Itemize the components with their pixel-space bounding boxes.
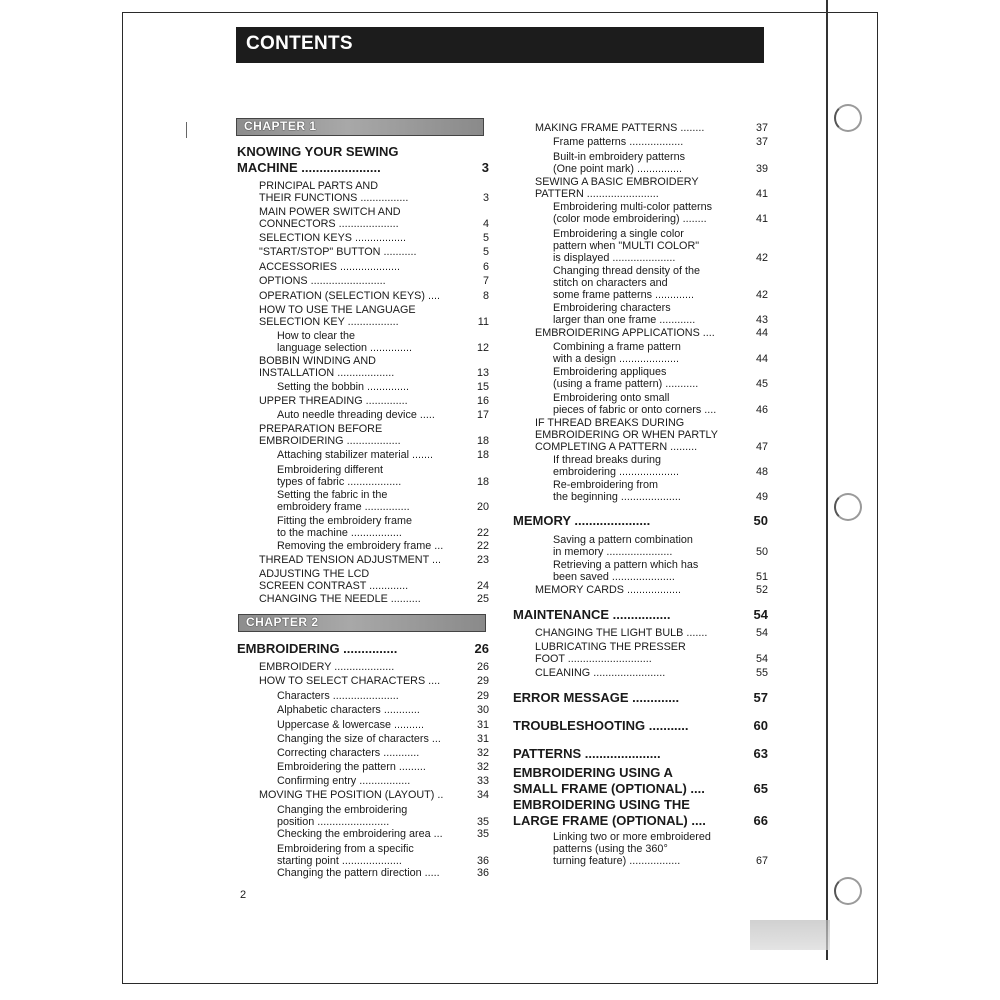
toc-entry-text: HOW TO USE THE LANGUAGE SELECTION KEY ................. xyxy=(259,304,416,328)
toc-subentry xyxy=(553,151,768,175)
toc-subentry xyxy=(277,330,489,354)
toc-entry-text: Correcting characters ............ xyxy=(277,747,420,759)
toc-page-number: 42 xyxy=(755,252,768,264)
toc-page-number: 48 xyxy=(755,466,768,478)
toc-page-number: 54 xyxy=(753,607,768,622)
toc-page-number: 11 xyxy=(477,316,489,328)
binder-hole xyxy=(834,877,862,905)
toc-entry-text: ADJUSTING THE LCD SCREEN CONTRAST ............. xyxy=(259,568,409,592)
toc-subentry xyxy=(277,733,489,745)
toc-subentry xyxy=(277,867,489,879)
toc-page-number: 31 xyxy=(476,733,489,745)
toc-entry xyxy=(259,355,489,379)
toc-entry-text: Checking the embroidering area ... xyxy=(277,828,443,840)
toc-entry xyxy=(535,176,768,200)
toc-entry-text: Characters ...................... xyxy=(277,690,399,702)
toc-page-number: 63 xyxy=(753,746,768,761)
toc-page-number: 47 xyxy=(755,441,768,453)
toc-entry-text: "START/STOP" BUTTON ........... xyxy=(259,246,417,258)
toc-entry-text: Embroidering the pattern ......... xyxy=(277,761,426,773)
chapter-2-banner xyxy=(238,614,486,632)
toc-entry-text: EMBROIDERING USING THE LARGE FRAME (OPTIONAL) .... xyxy=(513,797,706,828)
toc-entry-text: Built-in embroidery patterns (One point mark) ............... xyxy=(553,151,686,175)
toc-entry-text: EMBROIDERING APPLICATIONS .... xyxy=(535,327,715,339)
toc-entry-text: MAINTENANCE ................ xyxy=(513,607,671,622)
toc-entry-text: Confirming entry ................. xyxy=(277,775,411,787)
toc-page-number: 8 xyxy=(482,290,489,302)
toc-entry xyxy=(259,290,489,302)
toc-page-number: 5 xyxy=(482,232,489,244)
toc-page-number: 57 xyxy=(753,690,768,705)
toc-subentry xyxy=(277,719,489,731)
toc-entry-text: MAKING FRAME PATTERNS ........ xyxy=(535,122,705,134)
toc-entry-text: Retrieving a pattern which has been saved ..................... xyxy=(553,559,699,583)
toc-entry-text: Auto needle threading device ..... xyxy=(277,409,435,421)
toc-subentry xyxy=(553,534,768,558)
toc-entry-text: EMBROIDERING ............... xyxy=(237,641,398,656)
toc-page-number: 51 xyxy=(755,571,768,583)
toc-page-number: 20 xyxy=(476,501,489,513)
toc-entry-text: Embroidering characters larger than one frame ............ xyxy=(553,302,696,326)
toc-page-number: 66 xyxy=(753,812,768,828)
toc-subentry xyxy=(277,804,489,828)
toc-entry-text: Combining a frame pattern with a design .................... xyxy=(553,341,681,365)
toc-page-number: 5 xyxy=(482,246,489,258)
toc-entry-text: PATTERNS ..................... xyxy=(513,746,661,761)
toc-page-number: 4 xyxy=(482,218,489,230)
toc-subentry xyxy=(553,341,768,365)
toc-subentry xyxy=(553,392,768,416)
toc-page-number: 18 xyxy=(476,435,489,447)
toc-subentry xyxy=(277,704,489,716)
title-bar xyxy=(236,27,764,63)
toc-page-number: 55 xyxy=(755,667,768,679)
binder-hole xyxy=(834,104,862,132)
chapter-2-label: CHAPTER 2 xyxy=(246,615,319,629)
toc-section-heading xyxy=(513,797,768,828)
toc-subentry xyxy=(277,489,489,513)
toc-section-heading xyxy=(513,690,768,706)
toc-page-number: 50 xyxy=(755,546,768,558)
toc-page-number: 16 xyxy=(476,395,489,407)
toc-subentry xyxy=(553,831,768,867)
toc-page-number: 26 xyxy=(476,661,489,673)
toc-page-number: 25 xyxy=(476,593,489,605)
toc-entry xyxy=(259,304,489,328)
toc-page-number: 3 xyxy=(481,159,489,175)
toc-page-number: 23 xyxy=(476,554,489,566)
toc-entry-text: Uppercase & lowercase .......... xyxy=(277,719,425,731)
page-edge xyxy=(826,0,828,960)
scan-mark xyxy=(186,122,187,138)
toc-entry xyxy=(259,789,489,801)
toc-entry-text: How to clear the language selection .............. xyxy=(277,330,413,354)
toc-page-number: 6 xyxy=(482,261,489,273)
toc-entry-text: Changing the size of characters ... xyxy=(277,733,441,745)
toc-entry-text: Re-embroidering from the beginning .................... xyxy=(553,479,681,503)
toc-entry-text: ACCESSORIES .................... xyxy=(259,261,400,273)
toc-entry xyxy=(535,667,768,679)
toc-page-number: 35 xyxy=(476,816,489,828)
toc-page-number: 52 xyxy=(755,584,768,596)
toc-entry-text: Attaching stabilizer material ....... xyxy=(277,449,434,461)
toc-subentry xyxy=(553,302,768,326)
toc-entry xyxy=(259,593,489,605)
toc-page-number: 44 xyxy=(755,327,768,339)
toc-entry-text: Linking two or more embroidered patterns (using the 360° turning feature) ................. xyxy=(553,831,711,867)
chapter-1-banner xyxy=(236,118,484,136)
toc-page-number: 13 xyxy=(476,367,489,379)
chapter-1-label: CHAPTER 1 xyxy=(244,119,317,133)
toc-subentry xyxy=(277,409,489,421)
toc-entry-text: MOVING THE POSITION (LAYOUT) .. xyxy=(259,789,444,801)
toc-page-number: 50 xyxy=(753,513,768,528)
toc-entry-text: CHANGING THE LIGHT BULB ....... xyxy=(535,627,708,639)
toc-entry xyxy=(535,327,768,339)
toc-subentry xyxy=(277,464,489,488)
toc-entry-text: Embroidering multi-color patterns (color mode embroidering) ........ xyxy=(553,201,713,225)
toc-entry xyxy=(535,584,768,596)
toc-entry-text: EMBROIDERY .................... xyxy=(259,661,395,673)
toc-page-number: 32 xyxy=(476,747,489,759)
toc-entry-text: TROUBLESHOOTING ........... xyxy=(513,718,689,733)
toc-page-number: 30 xyxy=(476,704,489,716)
toc-subentry xyxy=(277,775,489,787)
toc-page-number: 26 xyxy=(474,641,489,656)
toc-entry-text: OPERATION (SELECTION KEYS) .... xyxy=(259,290,440,302)
toc-entry-text: If thread breaks during embroidering .................... xyxy=(553,454,680,478)
toc-entry xyxy=(535,122,768,134)
toc-page-number: 31 xyxy=(476,719,489,731)
page-title: CONTENTS xyxy=(246,33,353,54)
toc-entry xyxy=(259,275,489,287)
toc-entry-text: PREPARATION BEFORE EMBROIDERING .................. xyxy=(259,423,401,447)
toc-entry-text: Fitting the embroidery frame to the machine ................. xyxy=(277,515,413,539)
toc-entry-text: Saving a pattern combination in memory ...................... xyxy=(553,534,693,558)
toc-page-number: 29 xyxy=(476,690,489,702)
toc-subentry xyxy=(277,843,489,867)
toc-entry xyxy=(259,261,489,273)
toc-entry-text: PRINCIPAL PARTS AND THEIR FUNCTIONS ................ xyxy=(259,180,409,204)
toc-entry xyxy=(259,232,489,244)
toc-entry-text: ERROR MESSAGE ............. xyxy=(513,690,680,705)
toc-page-number: 3 xyxy=(482,192,489,204)
toc-entry-text: Setting the fabric in the embroidery frame ............... xyxy=(277,489,410,513)
toc-subentry xyxy=(553,201,768,225)
toc-subentry xyxy=(277,828,489,840)
toc-entry-text: Embroidering from a specific starting point .................... xyxy=(277,843,414,867)
toc-page-number: 41 xyxy=(755,213,768,225)
toc-subentry xyxy=(277,515,489,539)
toc-subentry xyxy=(553,136,768,148)
toc-page-number: 42 xyxy=(755,289,768,301)
toc-entry-text: Setting the bobbin .............. xyxy=(277,381,410,393)
page-number: 2 xyxy=(240,889,247,901)
toc-entry xyxy=(259,568,489,592)
toc-subentry xyxy=(553,454,768,478)
toc-subentry xyxy=(553,228,768,264)
toc-page-number: 43 xyxy=(755,314,768,326)
toc-entry-text: MEMORY CARDS .................. xyxy=(535,584,681,596)
binder-hole xyxy=(834,493,862,521)
toc-entry-text: THREAD TENSION ADJUSTMENT ... xyxy=(259,554,441,566)
toc-entry-text: IF THREAD BREAKS DURING EMBROIDERING OR WHEN PARTLY COMPLETING A PATTERN ......... xyxy=(535,417,718,453)
toc-section-heading xyxy=(237,641,489,657)
toc-page-number: 32 xyxy=(476,761,489,773)
toc-page-number: 67 xyxy=(755,855,768,867)
toc-entry-text: UPPER THREADING .............. xyxy=(259,395,408,407)
toc-entry-text: SEWING A BASIC EMBROIDERY PATTERN ........................ xyxy=(535,176,699,200)
toc-subentry xyxy=(277,747,489,759)
toc-page-number: 22 xyxy=(476,540,489,552)
toc-page-number: 36 xyxy=(476,855,489,867)
toc-entry-text: Changing the pattern direction ..... xyxy=(277,867,440,879)
toc-page-number: 44 xyxy=(755,353,768,365)
toc-entry-text: CHANGING THE NEEDLE .......... xyxy=(259,593,421,605)
toc-entry-text: CLEANING ........................ xyxy=(535,667,666,679)
toc-entry xyxy=(259,246,489,258)
toc-entry-text: Frame patterns .................. xyxy=(553,136,684,148)
toc-subentry xyxy=(277,540,489,552)
toc-entry xyxy=(259,206,489,230)
toc-page-number: 12 xyxy=(476,342,489,354)
toc-page-number: 65 xyxy=(753,780,768,796)
toc-section-heading xyxy=(513,746,768,762)
toc-page-number: 41 xyxy=(755,188,768,200)
toc-entry-text: KNOWING YOUR SEWING MACHINE ...................... xyxy=(237,144,399,175)
toc-entry-text: Embroidering onto small pieces of fabric or onto corners .... xyxy=(553,392,717,416)
toc-entry-text: Alphabetic characters ............ xyxy=(277,704,420,716)
toc-entry xyxy=(259,554,489,566)
toc-entry-text: Changing thread density of the stitch on characters and some frame patterns ............. xyxy=(553,265,701,301)
toc-section-heading xyxy=(513,765,768,796)
toc-entry xyxy=(259,675,489,687)
toc-page-number: 46 xyxy=(755,404,768,416)
toc-page-number: 37 xyxy=(755,136,768,148)
toc-subentry xyxy=(553,479,768,503)
toc-page-number: 36 xyxy=(476,867,489,879)
toc-page-number: 33 xyxy=(476,775,489,787)
toc-entry-text: MEMORY ..................... xyxy=(513,513,651,528)
toc-subentry xyxy=(553,559,768,583)
toc-entry-text: EMBROIDERING USING A SMALL FRAME (OPTIONAL) .... xyxy=(513,765,705,796)
toc-entry-text: Removing the embroidery frame ... xyxy=(277,540,444,552)
toc-page-number: 18 xyxy=(476,449,489,461)
toc-entry-text: MAIN POWER SWITCH AND CONNECTORS .................... xyxy=(259,206,401,230)
toc-entry-text: HOW TO SELECT CHARACTERS .... xyxy=(259,675,441,687)
toc-page-number: 29 xyxy=(476,675,489,687)
toc-entry-text: Embroidering different types of fabric .................. xyxy=(277,464,402,488)
toc-entry-text: Embroidering appliques (using a frame pattern) ........... xyxy=(553,366,699,390)
toc-subentry xyxy=(277,449,489,461)
toc-section-heading xyxy=(237,144,489,175)
toc-page-number: 7 xyxy=(482,275,489,287)
toc-section-heading xyxy=(513,718,768,734)
toc-page-number: 39 xyxy=(755,163,768,175)
toc-subentry xyxy=(277,381,489,393)
toc-entry xyxy=(259,423,489,447)
toc-entry xyxy=(535,627,768,639)
toc-entry-text: LUBRICATING THE PRESSER FOOT ............................ xyxy=(535,641,686,665)
toc-page-number: 22 xyxy=(476,527,489,539)
toc-entry-text: OPTIONS ......................... xyxy=(259,275,386,287)
toc-page-number: 18 xyxy=(476,476,489,488)
toc-page-number: 49 xyxy=(755,491,768,503)
toc-entry xyxy=(259,395,489,407)
toc-page-number: 17 xyxy=(476,409,489,421)
toc-page-number: 37 xyxy=(755,122,768,134)
scan-artifact xyxy=(750,920,830,950)
toc-subentry xyxy=(277,761,489,773)
toc-subentry xyxy=(277,690,489,702)
toc-subentry xyxy=(553,366,768,390)
toc-page-number: 54 xyxy=(755,653,768,665)
toc-page-number: 45 xyxy=(755,378,768,390)
toc-page-number: 24 xyxy=(476,580,489,592)
toc-entry xyxy=(259,180,489,204)
toc-entry-text: SELECTION KEYS ................. xyxy=(259,232,406,244)
toc-page-number: 60 xyxy=(753,718,768,733)
toc-page-number: 15 xyxy=(476,381,489,393)
toc-section-heading xyxy=(513,513,768,529)
toc-section-heading xyxy=(513,607,768,623)
toc-entry xyxy=(535,417,768,453)
toc-page-number: 34 xyxy=(476,789,489,801)
toc-entry-text: Embroidering a single color pattern when "MULTI COLOR" is displayed ..................... xyxy=(553,228,700,264)
toc-page-number: 35 xyxy=(476,828,489,840)
toc-entry xyxy=(535,641,768,665)
toc-page-number: 54 xyxy=(755,627,768,639)
toc-entry xyxy=(259,661,489,673)
toc-entry-text: Changing the embroidering position ........................ xyxy=(277,804,408,828)
toc-entry-text: BOBBIN WINDING AND INSTALLATION ................... xyxy=(259,355,395,379)
toc-subentry xyxy=(553,265,768,301)
